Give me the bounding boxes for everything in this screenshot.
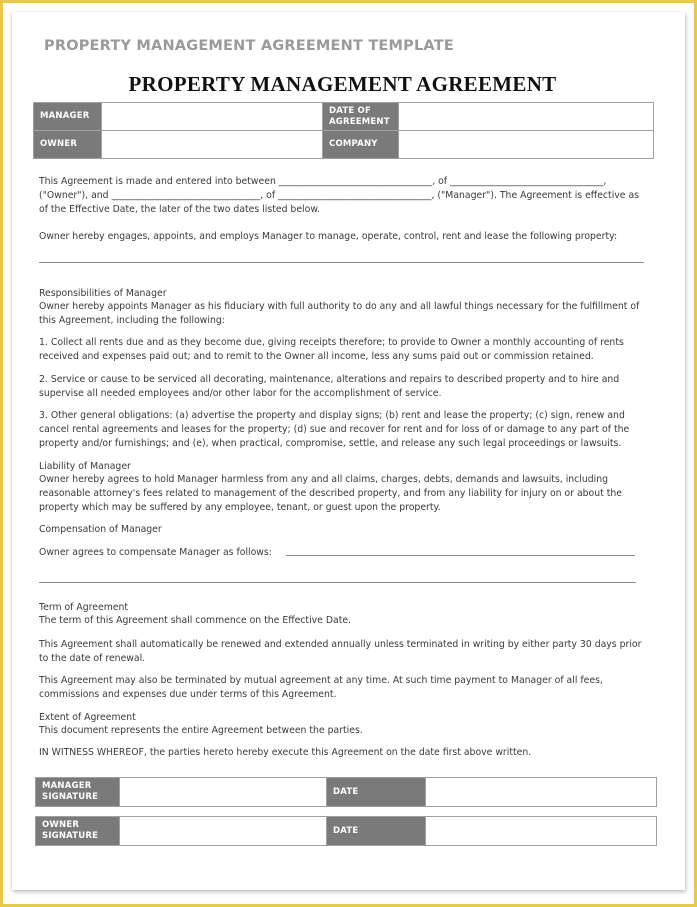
owner-date-label: DATE: [327, 817, 426, 846]
intro-paragraph: This Agreement is made and entered into between _________________________________, of _________________________________, ("Owner"), and ________________________________, of _________________________________, ("Manager"). The Agreement is effective as of the Effective Date, the later of the two dates listed below.: [39, 176, 639, 215]
owner-field[interactable]: [102, 131, 323, 159]
manager-field[interactable]: [102, 103, 323, 131]
termination-paragraph: This Agreement may also be terminated by mutual agreement at any time. At such time payment to Manager of all fees, commissions and expenses due under terms of this Agreement.: [39, 675, 603, 700]
term-heading: Term of Agreement: [39, 602, 129, 613]
template-title: PROPERTY MANAGEMENT AGREEMENT TEMPLATE: [44, 38, 454, 54]
owner-signature-field[interactable]: [120, 817, 327, 846]
compensation-blank-line[interactable]: [286, 555, 635, 556]
item-1-paragraph: 1. Collect all rents due and as they become due, giving receipts therefore; to provide to Owner a monthly accounting of rents received and expenses paid out; and to remit to the Owner all income, less any sums paid out or commission retained.: [39, 337, 624, 362]
owner-signature-label: OWNER SIGNATURE: [36, 817, 120, 846]
witness-paragraph: IN WITNESS WHEREOF, the parties hereto hereby execute this Agreement on the date first above written.: [39, 747, 532, 758]
manager-label: MANAGER: [34, 103, 102, 131]
property-blank-line[interactable]: [39, 262, 644, 263]
engage-paragraph: Owner hereby engages, appoints, and employs Manager to manage, operate, control, rent and lease the following property:: [39, 231, 618, 242]
renewal-paragraph: This Agreement shall automatically be renewed and extended annually unless terminated in writing by either party 30 days prior to the date of renewal.: [39, 639, 642, 664]
manager-signature-table: [35, 777, 657, 807]
compensation-paragraph: Owner agrees to compensate Manager as follows:: [39, 547, 272, 558]
owner-label: OWNER: [34, 131, 102, 159]
extent-paragraph: This document represents the entire Agreement between the parties.: [39, 725, 363, 736]
responsibilities-paragraph: Owner hereby appoints Manager as his fiduciary with full authority to do any and all lawful things necessary for the fulfillment of this Agreement, including the following:: [39, 301, 640, 326]
document-title: PROPERTY MANAGEMENT AGREEMENT: [128, 72, 557, 96]
compensation-heading: Compensation of Manager: [39, 524, 162, 535]
date-of-agreement-label: DATE OF AGREEMENT: [323, 103, 399, 131]
item-3-paragraph: 3. Other general obligations: (a) advertise the property and display signs; (b) rent and lease the property; (c) sign, renew and cancel rental agreements and leases for the property; (d) sue and recover for rent and for loss of or damage to any part of the property and/or furnishings; and (e), when practical, compromise, settle, and release any such legal proceedings or lawsuits.: [39, 410, 630, 449]
company-field[interactable]: [399, 131, 654, 159]
owner-signature-table: [35, 816, 657, 846]
company-label: COMPANY: [323, 131, 399, 159]
owner-date-field[interactable]: [426, 817, 657, 846]
manager-date-field[interactable]: [426, 778, 657, 807]
term-paragraph: The term of this Agreement shall commence on the Effective Date.: [39, 615, 352, 626]
extent-heading: Extent of Agreement: [39, 712, 136, 723]
compensation-blank-line-2[interactable]: [39, 582, 636, 583]
date-of-agreement-field[interactable]: [399, 103, 654, 131]
item-2-paragraph: 2. Service or cause to be serviced all decorating, maintenance, alterations and repairs to described property and to hire and supervise all needed employees and/or other labor for the accomplishment of service.: [39, 374, 620, 399]
manager-signature-label: MANAGER SIGNATURE: [36, 778, 120, 807]
liability-paragraph: Owner hereby agrees to hold Manager harmless from any and all claims, charges, debts, demands and lawsuits, including reasonable attorney's fees related to management of the described property, and from any liability for injury on or about the property which may be suffered by any employee, tenant, or guest upon the property.: [39, 474, 622, 513]
responsibilities-heading: Responsibilities of Manager: [39, 288, 167, 299]
header-info-table: [33, 102, 654, 159]
manager-date-label: DATE: [327, 778, 426, 807]
manager-signature-field[interactable]: [120, 778, 327, 807]
liability-heading: Liability of Manager: [39, 461, 131, 472]
